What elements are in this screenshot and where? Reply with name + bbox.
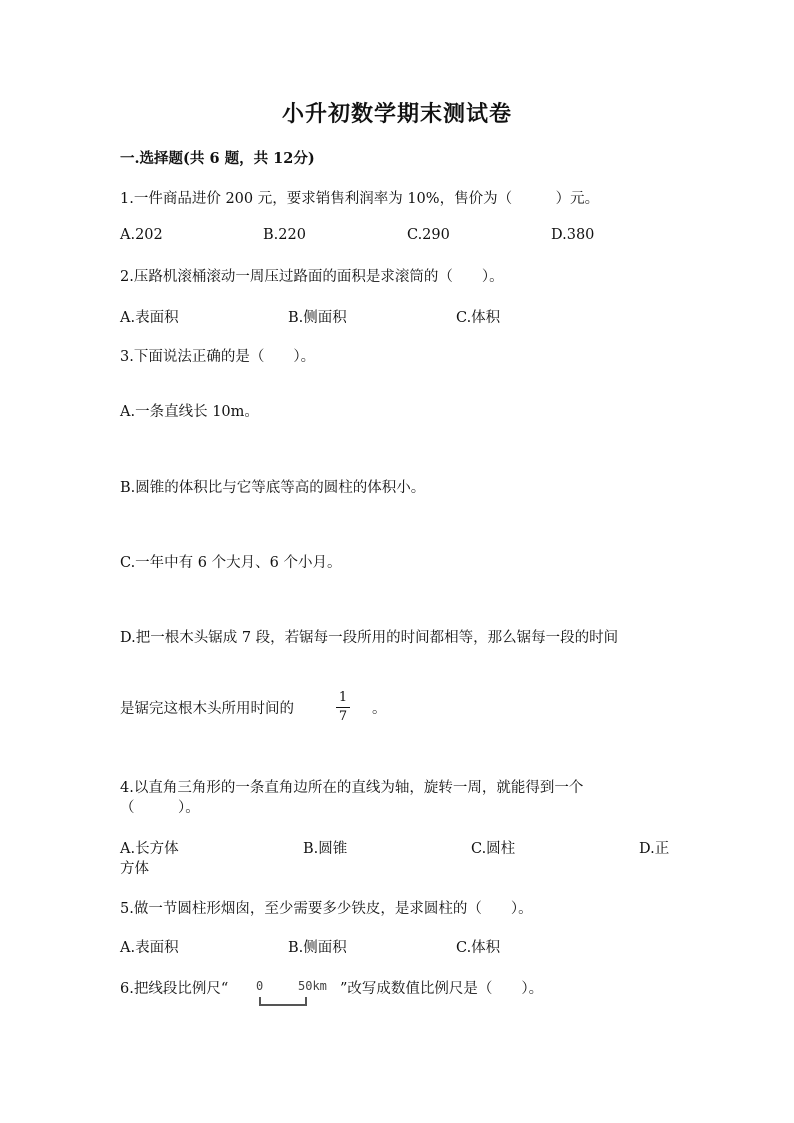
question-2-option-a: A.表面积 xyxy=(120,310,179,326)
scale-tick-right xyxy=(305,997,307,1005)
fraction-numerator: 1 xyxy=(338,690,348,705)
question-1-stem: 1.一件商品进价 200 元，要求销售利润率为 10%，售价为（ ）元。 xyxy=(120,191,600,207)
question-2-option-c: C.体积 xyxy=(456,310,501,326)
question-3-option-d-line1: D.把一根木头锯成 7 段，若锯每一段所用的时间都相等，那么锯每一段的时间 xyxy=(120,630,619,646)
fraction-denominator: 7 xyxy=(338,709,348,724)
fraction-one-seventh xyxy=(335,690,351,725)
fraction-bar xyxy=(336,707,350,708)
question-4-option-b: B.圆锥 xyxy=(303,841,348,857)
question-5-option-a: A.表面积 xyxy=(120,940,179,956)
question-4-option-c: C.圆柱 xyxy=(471,841,516,857)
question-1-option-d: D.380 xyxy=(551,227,595,243)
line-scale-figure xyxy=(252,977,336,1013)
question-6-stem-start: 6.把线段比例尺“ xyxy=(120,981,229,997)
question-3-option-c: C.一年中有 6 个大月、6 个小月。 xyxy=(120,555,342,571)
question-3-option-d-line2: 是锯完这根木头所用时间的 xyxy=(120,701,294,717)
question-2-stem: 2.压路机滚桶滚动一周压过路面的面积是求滚筒的（ ）。 xyxy=(120,269,504,285)
question-2-option-b: B.侧面积 xyxy=(288,310,347,326)
question-4-option-d-wrap: 方体 xyxy=(120,861,149,877)
question-5-stem: 5.做一节圆柱形烟囱，至少需要多少铁皮，是求圆柱的（ ）。 xyxy=(120,901,533,917)
question-4-option-a: A.长方体 xyxy=(120,841,179,857)
question-3-option-a: A.一条直线长 10m。 xyxy=(120,404,259,420)
question-5-option-c: C.体积 xyxy=(456,940,501,956)
question-5-option-b: B.侧面积 xyxy=(288,940,347,956)
section-heading: 一.选择题(共 6 题，共 12分) xyxy=(120,150,315,167)
question-3-option-b: B.圆锥的体积比与它等底等高的圆柱的体积小。 xyxy=(120,480,426,496)
question-1-option-b: B.220 xyxy=(263,227,306,243)
page-title: 小升初数学期末测试卷 xyxy=(281,101,512,127)
question-4-stem-line1: 4.以直角三角形的一条直角边所在的直线为轴，旋转一周，就能得到一个 xyxy=(120,780,584,796)
question-6-stem-end: ”改写成数值比例尺是（ ）。 xyxy=(340,981,544,997)
scale-segment xyxy=(259,1004,307,1006)
scale-label-zero: 0 xyxy=(256,979,264,993)
question-1-option-c: C.290 xyxy=(407,227,450,243)
question-3-stem: 3.下面说法正确的是（ ）。 xyxy=(120,349,316,365)
question-4-stem-line2: （ ）。 xyxy=(120,800,200,816)
question-1-option-a: A.202 xyxy=(120,227,163,243)
question-4-option-d: D.正 xyxy=(639,841,670,857)
scale-label-50km: 50km xyxy=(298,979,327,993)
question-3-option-d-end: 。 xyxy=(372,701,387,717)
